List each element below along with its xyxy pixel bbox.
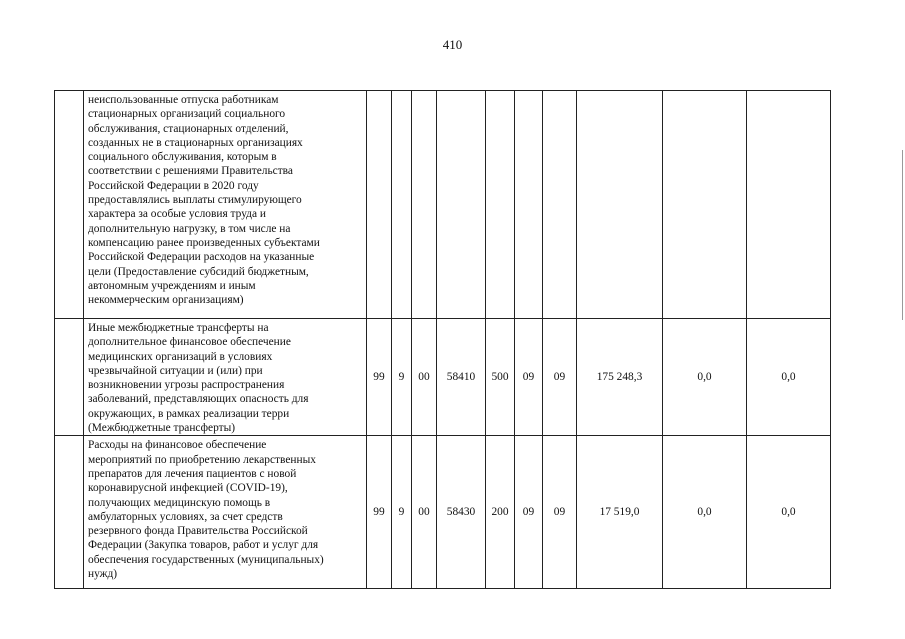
description-line: (Межбюджетные трансферты)	[88, 422, 236, 435]
description-line: Российской Федерации расходов на указанные	[88, 251, 315, 264]
expense-type-cell: 500	[486, 319, 515, 436]
amount-2023-cell	[747, 91, 831, 319]
subsection-cell	[543, 91, 577, 319]
subsection-cell: 09	[543, 436, 577, 589]
index-cell	[55, 319, 84, 436]
amount-2021-cell: 175 248,3	[577, 319, 663, 436]
section-cell	[515, 91, 543, 319]
description-line: медицинских организаций в условиях	[88, 350, 273, 363]
amount-2022-cell: 0,0	[663, 436, 747, 589]
amount-2023-cell: 0,0	[747, 319, 831, 436]
description-line: резервного фонда Правительства Российской	[88, 525, 308, 538]
index-cell	[55, 436, 84, 589]
direction-cell: 00	[412, 436, 437, 589]
description-line: коронавирусной инфекцией (COVID-19),	[88, 482, 288, 495]
description-line: мероприятий по приобретению лекарственных	[88, 453, 316, 466]
description-line: Расходы на финансовое обеспечение	[88, 439, 267, 452]
description-line: созданных не в стационарных организациях	[88, 136, 303, 149]
subsection-cell: 09	[543, 319, 577, 436]
description-line: чрезвычайной ситуации и (или) при	[88, 364, 263, 377]
description-line: окружающих, в рамках реализации терри	[88, 407, 290, 420]
subprogram-cell	[392, 91, 412, 319]
description-line: стационарных организаций социального	[88, 108, 286, 121]
description-line: компенсацию ранее произведенных субъектами	[88, 236, 320, 249]
code-cell	[437, 91, 486, 319]
description-cell	[84, 436, 367, 589]
description-line: автономным учреждениям и иным	[88, 279, 256, 292]
page-number: 410	[442, 37, 463, 52]
description-line: предоставлялись выплаты стимулирующего	[88, 194, 302, 207]
description-line: получающих медицинскую помощь в	[88, 496, 271, 509]
description-line: Иные межбюджетные трансферты на	[88, 322, 269, 334]
description-line: Российской Федерации в 2020 году	[88, 179, 259, 192]
description-cell	[84, 91, 367, 319]
description-line: дополнительную нагрузку, в том числе на	[88, 222, 291, 235]
program-cell: 99	[367, 319, 392, 436]
amount-2023-cell: 0,0	[747, 436, 831, 589]
expense-type-cell	[486, 91, 515, 319]
index-cell	[55, 91, 84, 319]
description-line: обеспечения государственных (муниципальных)	[88, 553, 324, 566]
table-row	[55, 91, 831, 319]
table-row	[55, 436, 831, 589]
description-line: обслуживания, стационарных отделений,	[88, 122, 289, 135]
description-line: соответствии с решениями Правительства	[88, 165, 293, 178]
amount-2021-cell: 17 519,0	[577, 436, 663, 589]
description-cell	[84, 319, 367, 436]
program-cell	[367, 91, 392, 319]
description-line: цели (Предоставление субсидий бюджетным,	[88, 265, 309, 278]
description-line: социального обслуживания, которым в	[88, 151, 277, 164]
description-line: дополнительное финансовое обеспечение	[88, 336, 291, 349]
amount-2022-cell: 0,0	[663, 319, 747, 436]
direction-cell	[412, 91, 437, 319]
code-cell: 58410	[437, 319, 486, 436]
table-row	[55, 319, 831, 436]
section-cell: 09	[515, 319, 543, 436]
program-cell: 99	[367, 436, 392, 589]
description-line: возникновении угрозы распространения	[88, 379, 285, 392]
budget-table	[54, 90, 831, 589]
section-cell: 09	[515, 436, 543, 589]
expense-type-cell: 200	[486, 436, 515, 589]
description-line: некоммерческим организациям)	[88, 294, 244, 307]
description-line: Федерации (Закупка товаров, работ и услуг для	[88, 539, 319, 552]
description-line: заболеваний, представляющих опасность для	[88, 393, 309, 406]
scan-margin-line	[902, 150, 903, 320]
description-line: амбулаторных условиях, за счет средств	[88, 510, 283, 523]
description-line: характера за особые условия труда и	[88, 208, 266, 221]
amount-2022-cell	[663, 91, 747, 319]
code-cell: 58430	[437, 436, 486, 589]
description-line: нужд)	[88, 568, 118, 581]
subprogram-cell: 9	[392, 436, 412, 589]
subprogram-cell: 9	[392, 319, 412, 436]
description-line: неиспользованные отпуска работникам	[88, 94, 279, 106]
direction-cell: 00	[412, 319, 437, 436]
description-line: препаратов для лечения пациентов с новой	[88, 467, 297, 480]
amount-2021-cell	[577, 91, 663, 319]
